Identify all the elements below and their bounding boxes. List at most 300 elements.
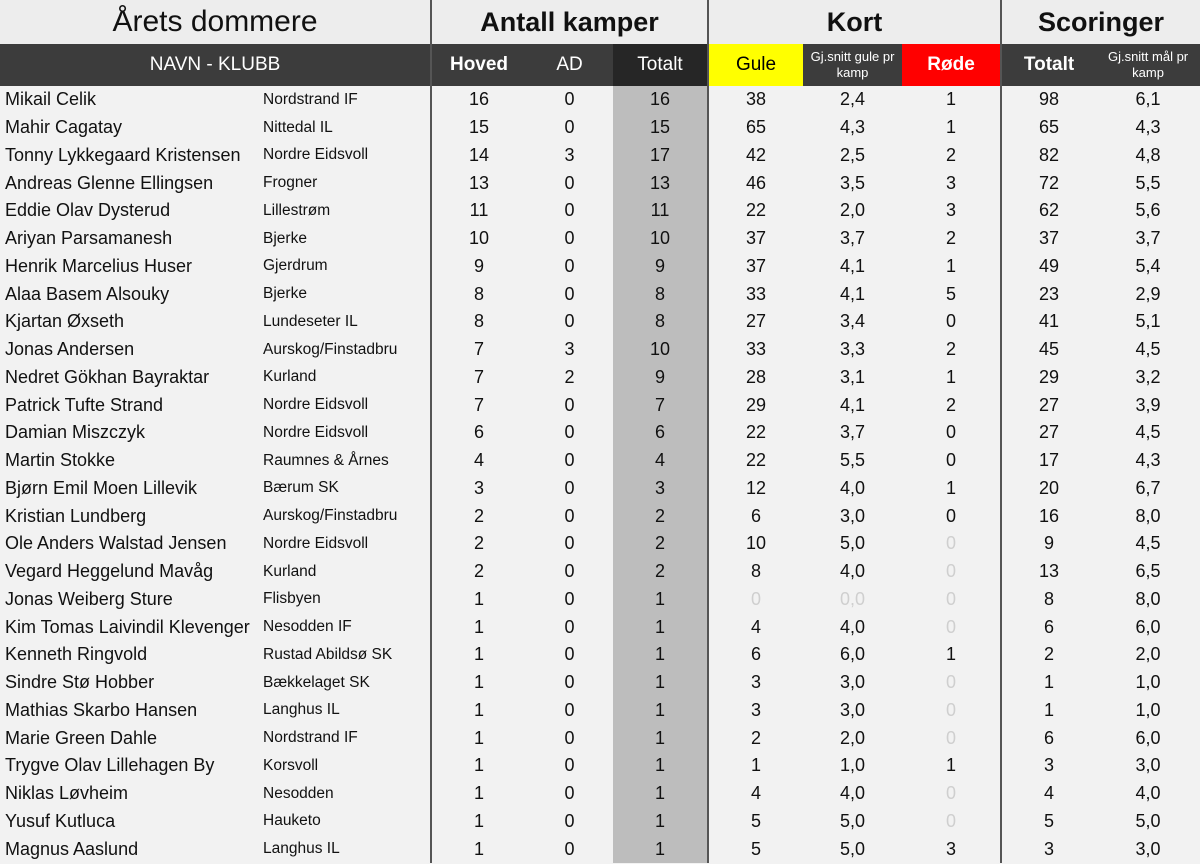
score-totalt-value: 6 [1001, 724, 1096, 752]
ad-value: 0 [526, 475, 613, 503]
hoved-value: 7 [431, 391, 526, 419]
hoved-value: 8 [431, 280, 526, 308]
ad-value: 0 [526, 114, 613, 142]
gj-gule-value: 4,0 [803, 475, 902, 503]
ad-value: 0 [526, 530, 613, 558]
gule-value: 38 [708, 86, 803, 114]
rode-value: 0 [902, 697, 1001, 725]
gj-maal-value: 3,0 [1096, 835, 1200, 863]
gule-value: 37 [708, 225, 803, 253]
gj-gule-value: 3,7 [803, 419, 902, 447]
hoved-value: 1 [431, 586, 526, 614]
ad-value: 0 [526, 280, 613, 308]
referee-name: Eddie Olav Dysterud [0, 197, 259, 225]
ad-value: 0 [526, 419, 613, 447]
totalt-value: 13 [613, 169, 708, 197]
gule-value: 27 [708, 308, 803, 336]
score-totalt-value: 17 [1001, 447, 1096, 475]
hoved-value: 3 [431, 475, 526, 503]
referee-name: Martin Stokke [0, 447, 259, 475]
gj-gule-value: 3,4 [803, 308, 902, 336]
gule-value: 12 [708, 475, 803, 503]
ad-header: AD [526, 44, 613, 86]
referee-club: Bjerke [259, 225, 431, 253]
score-totalt-value: 5 [1001, 808, 1096, 836]
totalt-value: 1 [613, 724, 708, 752]
rode-value: 0 [902, 419, 1001, 447]
ad-value: 0 [526, 197, 613, 225]
rode-value: 2 [902, 391, 1001, 419]
ad-value: 0 [526, 391, 613, 419]
gule-value: 37 [708, 253, 803, 281]
ad-value: 0 [526, 808, 613, 836]
referee-club: Nordre Eidsvoll [259, 419, 431, 447]
ad-value: 0 [526, 669, 613, 697]
gule-value: 33 [708, 280, 803, 308]
rode-value: 1 [902, 253, 1001, 281]
gule-value: 33 [708, 336, 803, 364]
referee-name: Mahir Cagatay [0, 114, 259, 142]
referee-name: Kim Tomas Laivindil Klevenger [0, 613, 259, 641]
table-row [0, 724, 1200, 752]
gj-gule-value: 3,0 [803, 669, 902, 697]
totalt-value: 7 [613, 391, 708, 419]
referee-club: Korsvoll [259, 752, 431, 780]
rode-value: 1 [902, 475, 1001, 503]
hoved-header: Hoved [431, 44, 526, 86]
hoved-value: 16 [431, 86, 526, 114]
ad-value: 3 [526, 336, 613, 364]
table-row [0, 169, 1200, 197]
referee-club: Bjerke [259, 280, 431, 308]
totalt-value: 8 [613, 308, 708, 336]
ad-value: 0 [526, 308, 613, 336]
table-row [0, 86, 1200, 114]
gj-maal-value: 4,3 [1096, 447, 1200, 475]
totalt-value: 1 [613, 669, 708, 697]
hoved-value: 1 [431, 613, 526, 641]
referee-name: Trygve Olav Lillehagen By [0, 752, 259, 780]
totalt-value: 6 [613, 419, 708, 447]
score-totalt-value: 9 [1001, 530, 1096, 558]
ad-value: 0 [526, 253, 613, 281]
table-row [0, 197, 1200, 225]
rode-value: 0 [902, 808, 1001, 836]
table-row [0, 697, 1200, 725]
score-totalt-value: 16 [1001, 502, 1096, 530]
ad-value: 0 [526, 447, 613, 475]
ad-value: 0 [526, 724, 613, 752]
gj-maal-value: 5,4 [1096, 253, 1200, 281]
table-row [0, 142, 1200, 170]
ad-value: 0 [526, 586, 613, 614]
cards-group-title: Kort [708, 0, 1001, 44]
gj-gule-value: 3,0 [803, 697, 902, 725]
rode-value: 0 [902, 558, 1001, 586]
rode-value: 5 [902, 280, 1001, 308]
hoved-value: 15 [431, 114, 526, 142]
table-row [0, 835, 1200, 863]
table-row [0, 225, 1200, 253]
rode-value: 0 [902, 447, 1001, 475]
hoved-value: 2 [431, 558, 526, 586]
rode-value: 3 [902, 835, 1001, 863]
score-totalt-value: 37 [1001, 225, 1096, 253]
gj-maal-value: 2,0 [1096, 641, 1200, 669]
gj-maal-value: 2,9 [1096, 280, 1200, 308]
score-totalt-value: 20 [1001, 475, 1096, 503]
score-totalt-header: Totalt [1001, 44, 1096, 86]
table-row [0, 308, 1200, 336]
gj-gule-value: 5,5 [803, 447, 902, 475]
gule-value: 5 [708, 808, 803, 836]
hoved-value: 2 [431, 502, 526, 530]
gj-gule-value: 4,0 [803, 613, 902, 641]
referee-club: Nittedal IL [259, 114, 431, 142]
referee-club: Nordre Eidsvoll [259, 391, 431, 419]
gule-value: 29 [708, 391, 803, 419]
hoved-value: 8 [431, 308, 526, 336]
rode-value: 0 [902, 724, 1001, 752]
rode-value: 2 [902, 336, 1001, 364]
table-row [0, 558, 1200, 586]
gj-gule-value: 2,5 [803, 142, 902, 170]
totalt-value: 17 [613, 142, 708, 170]
totalt-value: 2 [613, 530, 708, 558]
table-row [0, 419, 1200, 447]
score-totalt-value: 8 [1001, 586, 1096, 614]
referee-name: Bjørn Emil Moen Lillevik [0, 475, 259, 503]
hoved-value: 11 [431, 197, 526, 225]
hoved-value: 1 [431, 641, 526, 669]
ad-value: 3 [526, 142, 613, 170]
gj-gule-value: 2,0 [803, 724, 902, 752]
score-totalt-value: 23 [1001, 280, 1096, 308]
gj-gule-value: 3,0 [803, 502, 902, 530]
gule-header: Gule [708, 44, 803, 86]
hoved-value: 1 [431, 808, 526, 836]
table-row [0, 114, 1200, 142]
gj-maal-value: 5,0 [1096, 808, 1200, 836]
referee-club: Aurskog/Finstadbru [259, 336, 431, 364]
hoved-value: 13 [431, 169, 526, 197]
ad-value: 0 [526, 502, 613, 530]
referee-name: Nedret Gökhan Bayraktar [0, 364, 259, 392]
rode-value: 3 [902, 197, 1001, 225]
gule-value: 22 [708, 419, 803, 447]
referee-name: Kjartan Øxseth [0, 308, 259, 336]
score-totalt-value: 62 [1001, 197, 1096, 225]
totalt-value: 1 [613, 835, 708, 863]
hoved-value: 2 [431, 530, 526, 558]
gule-value: 3 [708, 669, 803, 697]
gj-maal-value: 8,0 [1096, 586, 1200, 614]
gj-maal-header: Gj.snitt mål pr kamp [1096, 44, 1200, 86]
referee-club: Lillestrøm [259, 197, 431, 225]
referee-name: Mikail Celik [0, 86, 259, 114]
score-totalt-value: 65 [1001, 114, 1096, 142]
gj-gule-value: 2,4 [803, 86, 902, 114]
referee-name: Marie Green Dahle [0, 724, 259, 752]
referee-club: Nesodden [259, 780, 431, 808]
totalt-value: 9 [613, 253, 708, 281]
totalt-value: 1 [613, 586, 708, 614]
referee-club: Frogner [259, 169, 431, 197]
totalt-value: 10 [613, 336, 708, 364]
rode-header: Røde [902, 44, 1001, 86]
totalt-value: 11 [613, 197, 708, 225]
referee-name: Damian Miszczyk [0, 419, 259, 447]
referee-club: Kurland [259, 558, 431, 586]
referee-club: Nordstrand IF [259, 724, 431, 752]
rode-value: 0 [902, 530, 1001, 558]
table-row [0, 613, 1200, 641]
gj-maal-value: 6,5 [1096, 558, 1200, 586]
referee-club: Nesodden IF [259, 613, 431, 641]
referee-name: Magnus Aaslund [0, 835, 259, 863]
score-totalt-value: 1 [1001, 697, 1096, 725]
table-row [0, 364, 1200, 392]
hoved-value: 1 [431, 669, 526, 697]
gj-maal-value: 6,1 [1096, 86, 1200, 114]
totalt-value: 4 [613, 447, 708, 475]
gj-maal-value: 4,5 [1096, 419, 1200, 447]
gj-gule-value: 5,0 [803, 835, 902, 863]
gule-value: 42 [708, 142, 803, 170]
ad-value: 0 [526, 169, 613, 197]
hoved-value: 6 [431, 419, 526, 447]
referee-club: Kurland [259, 364, 431, 392]
referee-club: Lundeseter IL [259, 308, 431, 336]
gj-maal-value: 4,8 [1096, 142, 1200, 170]
referee-name: Vegard Heggelund Mavåg [0, 558, 259, 586]
table-body [0, 86, 1200, 863]
gj-gule-value: 4,3 [803, 114, 902, 142]
gule-value: 1 [708, 752, 803, 780]
rode-value: 2 [902, 225, 1001, 253]
totalt-value: 1 [613, 613, 708, 641]
rode-value: 1 [902, 114, 1001, 142]
rode-value: 0 [902, 502, 1001, 530]
referee-club: Nordre Eidsvoll [259, 530, 431, 558]
rode-value: 0 [902, 308, 1001, 336]
referee-club: Nordre Eidsvoll [259, 142, 431, 170]
referee-club: Bærum SK [259, 475, 431, 503]
gule-value: 4 [708, 780, 803, 808]
table-row [0, 502, 1200, 530]
gj-maal-value: 6,0 [1096, 724, 1200, 752]
referee-name: Ole Anders Walstad Jensen [0, 530, 259, 558]
ad-value: 0 [526, 225, 613, 253]
hoved-value: 1 [431, 835, 526, 863]
referee-club: Bækkelaget SK [259, 669, 431, 697]
gj-gule-value: 4,1 [803, 253, 902, 281]
score-totalt-value: 82 [1001, 142, 1096, 170]
referee-club: Aurskog/Finstadbru [259, 502, 431, 530]
score-totalt-value: 27 [1001, 391, 1096, 419]
hoved-value: 7 [431, 364, 526, 392]
score-totalt-value: 13 [1001, 558, 1096, 586]
ad-value: 0 [526, 641, 613, 669]
referee-name: Mathias Skarbo Hansen [0, 697, 259, 725]
gj-gule-value: 0,0 [803, 586, 902, 614]
referee-name: Andreas Glenne Ellingsen [0, 169, 259, 197]
totalt-value: 10 [613, 225, 708, 253]
ad-value: 2 [526, 364, 613, 392]
gule-value: 6 [708, 641, 803, 669]
ad-value: 0 [526, 558, 613, 586]
gj-gule-value: 4,1 [803, 280, 902, 308]
hoved-value: 1 [431, 697, 526, 725]
header-row [0, 44, 1200, 86]
hoved-value: 14 [431, 142, 526, 170]
score-totalt-value: 72 [1001, 169, 1096, 197]
totalt-value: 9 [613, 364, 708, 392]
score-totalt-value: 29 [1001, 364, 1096, 392]
gule-value: 4 [708, 613, 803, 641]
referee-name: Sindre Stø Hobber [0, 669, 259, 697]
gule-value: 28 [708, 364, 803, 392]
gule-value: 3 [708, 697, 803, 725]
referee-name: Kristian Lundberg [0, 502, 259, 530]
rode-value: 0 [902, 586, 1001, 614]
rode-value: 1 [902, 641, 1001, 669]
hoved-value: 4 [431, 447, 526, 475]
table-row [0, 447, 1200, 475]
gule-value: 65 [708, 114, 803, 142]
table-row [0, 530, 1200, 558]
referee-name: Tonny Lykkegaard Kristensen [0, 142, 259, 170]
totalt-value: 15 [613, 114, 708, 142]
totalt-value: 2 [613, 558, 708, 586]
gj-gule-value: 6,0 [803, 641, 902, 669]
gj-maal-value: 3,9 [1096, 391, 1200, 419]
rode-value: 2 [902, 142, 1001, 170]
rode-value: 0 [902, 613, 1001, 641]
gj-maal-value: 3,7 [1096, 225, 1200, 253]
gule-value: 22 [708, 447, 803, 475]
rode-value: 1 [902, 86, 1001, 114]
score-totalt-value: 41 [1001, 308, 1096, 336]
gj-gule-value: 4,1 [803, 391, 902, 419]
referee-name: Ariyan Parsamanesh [0, 225, 259, 253]
table-row [0, 641, 1200, 669]
hoved-value: 1 [431, 752, 526, 780]
hoved-value: 9 [431, 253, 526, 281]
referee-name: Niklas Løvheim [0, 780, 259, 808]
totalt-value: 1 [613, 697, 708, 725]
table-row [0, 808, 1200, 836]
gule-value: 46 [708, 169, 803, 197]
score-totalt-value: 6 [1001, 613, 1096, 641]
gj-gule-value: 3,3 [803, 336, 902, 364]
table-row [0, 780, 1200, 808]
table-row [0, 391, 1200, 419]
referee-name: Yusuf Kutluca [0, 808, 259, 836]
referee-club: Flisbyen [259, 586, 431, 614]
gule-value: 6 [708, 502, 803, 530]
gule-value: 22 [708, 197, 803, 225]
totalt-value: 1 [613, 780, 708, 808]
gj-maal-value: 6,7 [1096, 475, 1200, 503]
referee-club: Nordstrand IF [259, 86, 431, 114]
totalt-value: 1 [613, 808, 708, 836]
referee-name: Alaa Basem Alsouky [0, 280, 259, 308]
gj-gule-value: 2,0 [803, 197, 902, 225]
gj-gule-value: 5,0 [803, 808, 902, 836]
hoved-value: 10 [431, 225, 526, 253]
gj-maal-value: 4,5 [1096, 530, 1200, 558]
totalt-value: 2 [613, 502, 708, 530]
gule-value: 0 [708, 586, 803, 614]
gj-gule-value: 1,0 [803, 752, 902, 780]
gj-maal-value: 4,3 [1096, 114, 1200, 142]
score-totalt-value: 27 [1001, 419, 1096, 447]
gj-gule-value: 3,1 [803, 364, 902, 392]
score-totalt-value: 3 [1001, 835, 1096, 863]
gj-gule-value: 3,7 [803, 225, 902, 253]
gj-maal-value: 5,1 [1096, 308, 1200, 336]
totalt-value: 1 [613, 641, 708, 669]
score-totalt-value: 98 [1001, 86, 1096, 114]
table-row [0, 280, 1200, 308]
score-totalt-value: 3 [1001, 752, 1096, 780]
table-row [0, 475, 1200, 503]
referee-club: Langhus IL [259, 697, 431, 725]
ad-value: 0 [526, 835, 613, 863]
gj-maal-value: 5,5 [1096, 169, 1200, 197]
hoved-value: 1 [431, 780, 526, 808]
rode-value: 0 [902, 669, 1001, 697]
totalt-value: 3 [613, 475, 708, 503]
referee-name: Kenneth Ringvold [0, 641, 259, 669]
ad-value: 0 [526, 752, 613, 780]
name-club-header: NAVN - KLUBB [0, 44, 431, 86]
referee-club: Gjerdrum [259, 253, 431, 281]
gule-value: 2 [708, 724, 803, 752]
hoved-value: 7 [431, 336, 526, 364]
gj-maal-value: 6,0 [1096, 613, 1200, 641]
gj-maal-value: 8,0 [1096, 502, 1200, 530]
referee-club: Raumnes & Årnes [259, 447, 431, 475]
gj-gule-value: 4,0 [803, 780, 902, 808]
gj-maal-value: 4,5 [1096, 336, 1200, 364]
referee-name: Jonas Andersen [0, 336, 259, 364]
totalt-header: Totalt [613, 44, 708, 86]
referee-name: Jonas Weiberg Sture [0, 586, 259, 614]
gj-gule-value: 3,5 [803, 169, 902, 197]
gj-maal-value: 3,0 [1096, 752, 1200, 780]
score-totalt-value: 2 [1001, 641, 1096, 669]
rode-value: 3 [902, 169, 1001, 197]
table-row [0, 253, 1200, 281]
ad-value: 0 [526, 697, 613, 725]
gj-maal-value: 1,0 [1096, 669, 1200, 697]
referee-name: Henrik Marcelius Huser [0, 253, 259, 281]
gj-maal-value: 5,6 [1096, 197, 1200, 225]
gule-value: 10 [708, 530, 803, 558]
table-row [0, 669, 1200, 697]
score-totalt-value: 4 [1001, 780, 1096, 808]
gj-gule-value: 4,0 [803, 558, 902, 586]
table-title: Årets dommere [0, 0, 431, 44]
totalt-value: 1 [613, 752, 708, 780]
ad-value: 0 [526, 613, 613, 641]
gj-maal-value: 3,2 [1096, 364, 1200, 392]
score-totalt-value: 49 [1001, 253, 1096, 281]
rode-value: 1 [902, 752, 1001, 780]
table-row [0, 336, 1200, 364]
